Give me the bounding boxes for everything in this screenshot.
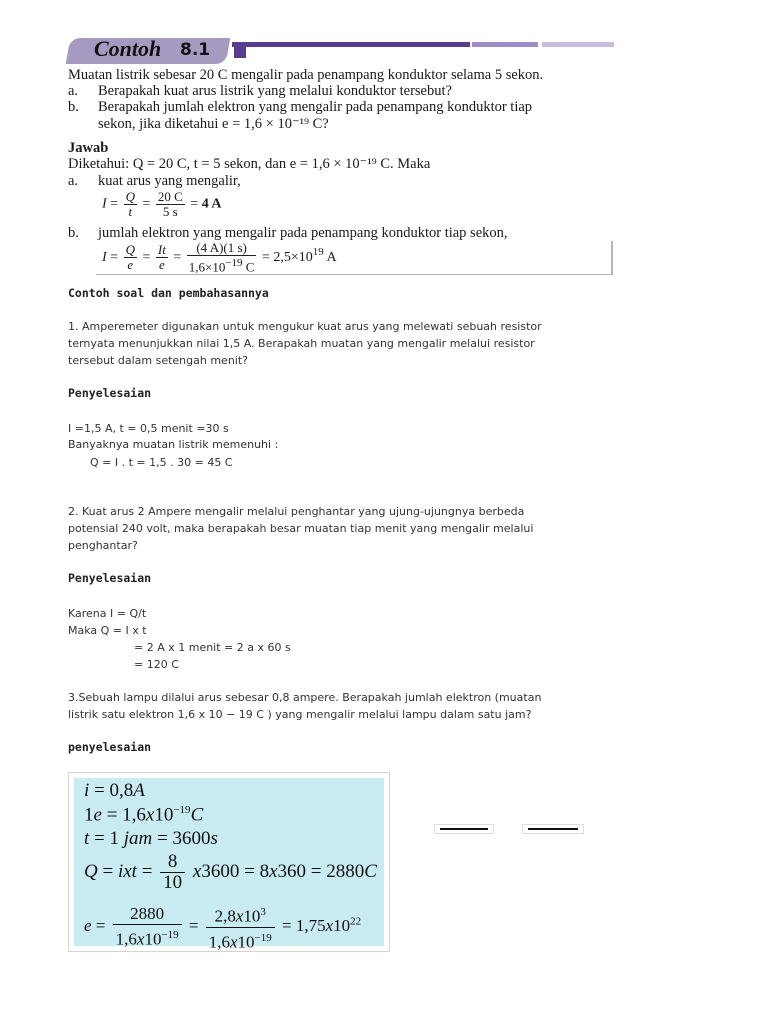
header-bar-mid <box>472 42 538 47</box>
book-excerpt <box>66 36 614 284</box>
electron-formula: I = $\frac{Q}{e}$ = $\frac{It}{e}$ = $\frac{(4 A)(1 s)}{1,6\times 10^{-19} C}$ = $2,5\times 10^{19}$ A <box>102 240 337 275</box>
solution-2-line4: = 120 C <box>134 658 179 671</box>
solution-2-line3: = 2 A x 1 menit = 2 a x 60 s <box>134 641 291 654</box>
solution-3-heading: penyelesaian <box>68 740 152 754</box>
known-values: Diketahui: Q = 20 C, t = 5 sekon, dan e = 1,6 × 10⁻¹⁹ C. Maka <box>68 156 431 172</box>
book-divider-vertical <box>611 241 613 275</box>
formula-time: t = 1 jam = 3600s <box>84 828 218 849</box>
question-b-label: b. <box>68 99 79 115</box>
answer-heading: Jawab <box>68 140 109 156</box>
solution-1-line1: I =1,5 A, t = 0,5 menit =30 s <box>68 422 229 435</box>
example-number: 8.1 <box>180 40 211 60</box>
formula-charge: Q = ixt = $\frac{8}{10}$ x3600 = 8x360 = 2880C <box>84 851 377 893</box>
problem-statement: Muatan listrik sebesar 20 C mengalir pada penampang konduktor selama 5 sekon. <box>68 67 544 83</box>
question-1-line1: 1. Amperemeter digunakan untuk mengukur kuat arus yang melewati sebuah resistor <box>68 320 542 333</box>
question-a-label: a. <box>68 83 79 99</box>
solution-1-line2: Banyaknya muatan listrik memenuhi : <box>68 438 279 451</box>
question-3-line1: 3.Sebuah lampu dilalui arus sebesar 0,8 ampere. Berapakah jumlah elektron (muatan <box>68 691 542 704</box>
question-a: Berapakah kuat arus listrik yang melalui konduktor tersebut? <box>98 83 452 99</box>
book-divider <box>96 274 612 275</box>
formula-background <box>74 778 384 952</box>
image-placeholder-right <box>522 824 584 834</box>
question-3-line2: listrik satu elektron 1,6 x 10 − 19 C ) yang mengalir melalui lampu dalam satu jam? <box>68 708 532 721</box>
answer-b-text: jumlah elektron yang mengalir pada penampang konduktor tiap sekon, <box>98 225 508 241</box>
solution-2-heading: Penyelesaian <box>68 571 152 585</box>
header-bar-end <box>542 42 614 47</box>
question-2-line3: penghantar? <box>68 539 138 552</box>
header-bar-square <box>234 46 246 58</box>
image-placeholder-left <box>434 824 494 834</box>
formula-current: i = 0,8A <box>84 780 145 801</box>
question-2-line1: 2. Kuat arus 2 Ampere mengalir melalui penghantar yang ujung-ujungnya berbeda <box>68 505 525 518</box>
section-title: Contoh soal dan pembahasannya <box>68 286 269 300</box>
answer-b-label: b. <box>68 225 79 241</box>
solution-2-line2: Maka Q = I x t <box>68 624 147 637</box>
question-b-line2: sekon, jika diketahui e = 1,6 × 10⁻¹⁹ C? <box>98 116 329 132</box>
answer-a-text: kuat arus yang mengalir, <box>98 173 241 189</box>
solution-1-heading: Penyelesaian <box>68 386 152 400</box>
formula-electron-charge: $1e = 1,6x10^{-19}C$ <box>84 804 204 826</box>
formula-image <box>68 772 390 952</box>
header-bar <box>232 42 470 47</box>
solution-1-line3: Q = I . t = 1,5 . 30 = 45 C <box>90 456 233 469</box>
answer-a-label: a. <box>68 173 79 189</box>
question-2-line2: potensial 240 volt, maka berapakah besar muatan tiap menit yang mengalir melalui <box>68 522 534 535</box>
example-title: Contoh <box>94 36 162 61</box>
example-header <box>66 36 614 64</box>
question-1-line2: ternyata menunjukkan nilai 1,5 A. Berapakah muatan yang mengalir melalui resistor <box>68 337 535 350</box>
question-1-line3: tersebut dalam setengah menit? <box>68 354 249 367</box>
question-b-line1: Berapakah jumlah elektron yang mengalir pada penampang konduktor tiap <box>98 99 533 115</box>
current-formula: I = $\frac{Q}{t}$ = $\frac{20 C}{5 s}$ = 4 A <box>102 189 222 219</box>
solution-2-line1: Karena I = Q/t <box>68 607 147 620</box>
formula-electrons: e = $\frac{2880}{1,6x10^{-19}}$ = $\frac{2,8x10^3}{1,6x10^{-19}}$ = $1,75x10^{22}$ <box>84 902 361 952</box>
